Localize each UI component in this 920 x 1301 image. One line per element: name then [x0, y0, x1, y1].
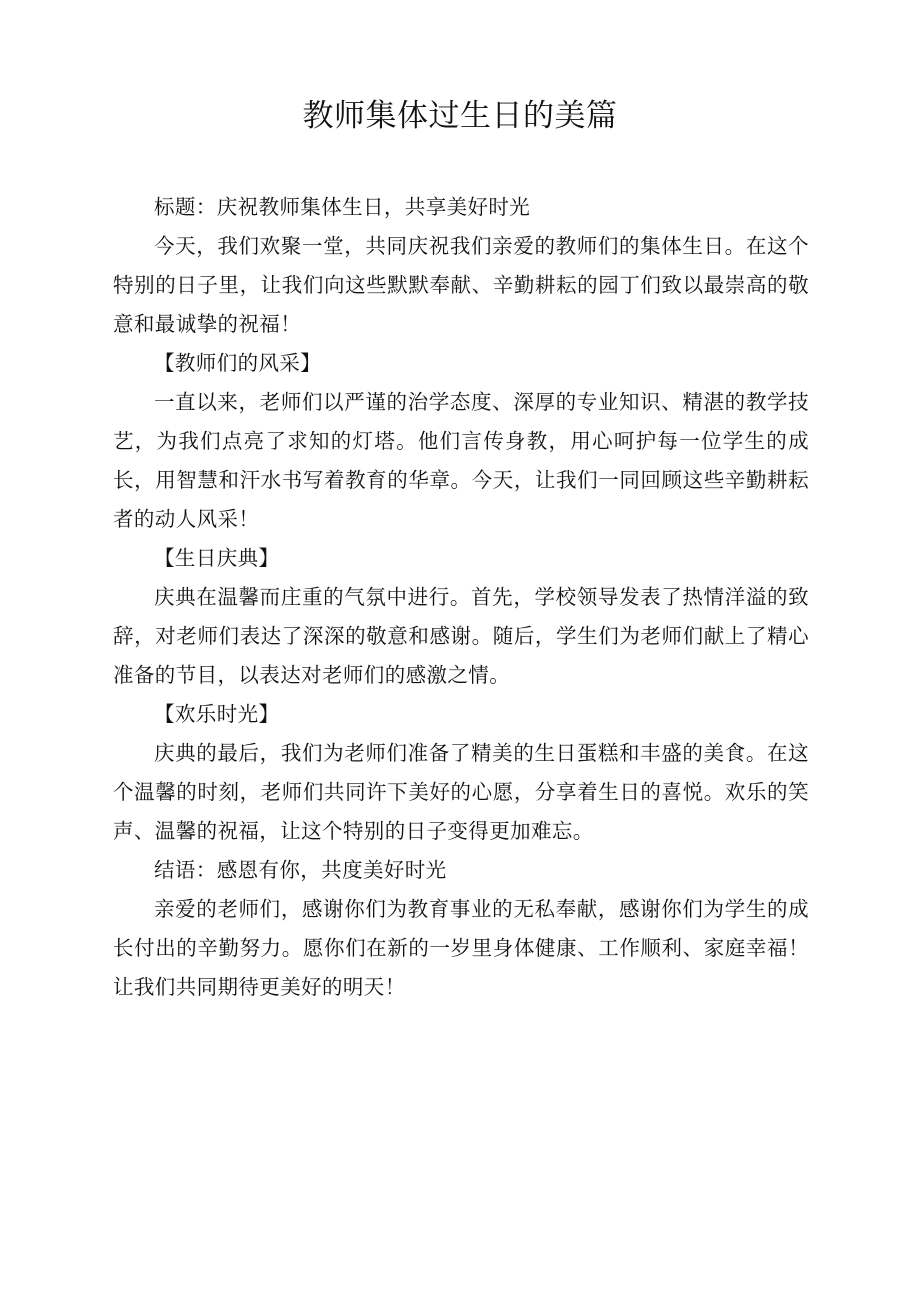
subtitle-line: 标题：庆祝教师集体生日，共享美好时光 — [154, 195, 531, 219]
intro-paragraph: 今天，我们欢聚一堂，共同庆祝我们亲爱的教师们的集体生日。在这个特别的日子里，让我们向这些默默奉献、辛勤耕耘的园丁们致以最崇高的敬意和最诚挚的祝福！ — [113, 234, 809, 336]
birthday-ceremony-paragraph: 庆典在温馨而庄重的气氛中进行。首先，学校领导发表了热情洋溢的致辞，对老师们表达了深深的敬意和感谢。随后，学生们为老师们献上了精心准备的节目，以表达对老师们的感激之情。 — [113, 585, 809, 687]
section-heading-teachers-style: 【教师们的风采】 — [154, 351, 322, 375]
document-body — [113, 188, 809, 1007]
teachers-style-paragraph: 一直以来，老师们以严谨的治学态度、深厚的专业知识、精湛的教学技艺，为我们点亮了求知的灯塔。他们言传身教，用心呵护每一位学生的成长，用智慧和汗水书写着教育的华章。今天，让我们一同回顾这些辛勤耕耘者的动人风采！ — [113, 390, 809, 531]
section-heading-birthday-ceremony: 【生日庆典】 — [154, 546, 280, 570]
page-title: 教师集体过生日的美篇 — [302, 98, 618, 134]
happy-time-paragraph: 庆典的最后，我们为老师们准备了精美的生日蛋糕和丰盛的美食。在这个温馨的时刻，老师们共同许下美好的心愿，分享着生日的喜悦。欢乐的笑声、温馨的祝福，让这个特别的日子变得更加难忘。 — [113, 741, 809, 843]
closing-paragraph: 亲爱的老师们，感谢你们为教育事业的无私奉献，感谢你们为学生的成长付出的辛勤努力。愿你们在新的一岁里身体健康、工作顺利、家庭幸福！让我们共同期待更美好的明天！ — [113, 897, 809, 999]
conclusion-line: 结语：感恩有你，共度美好时光 — [154, 858, 447, 882]
section-heading-happy-time: 【欢乐时光】 — [154, 702, 280, 726]
